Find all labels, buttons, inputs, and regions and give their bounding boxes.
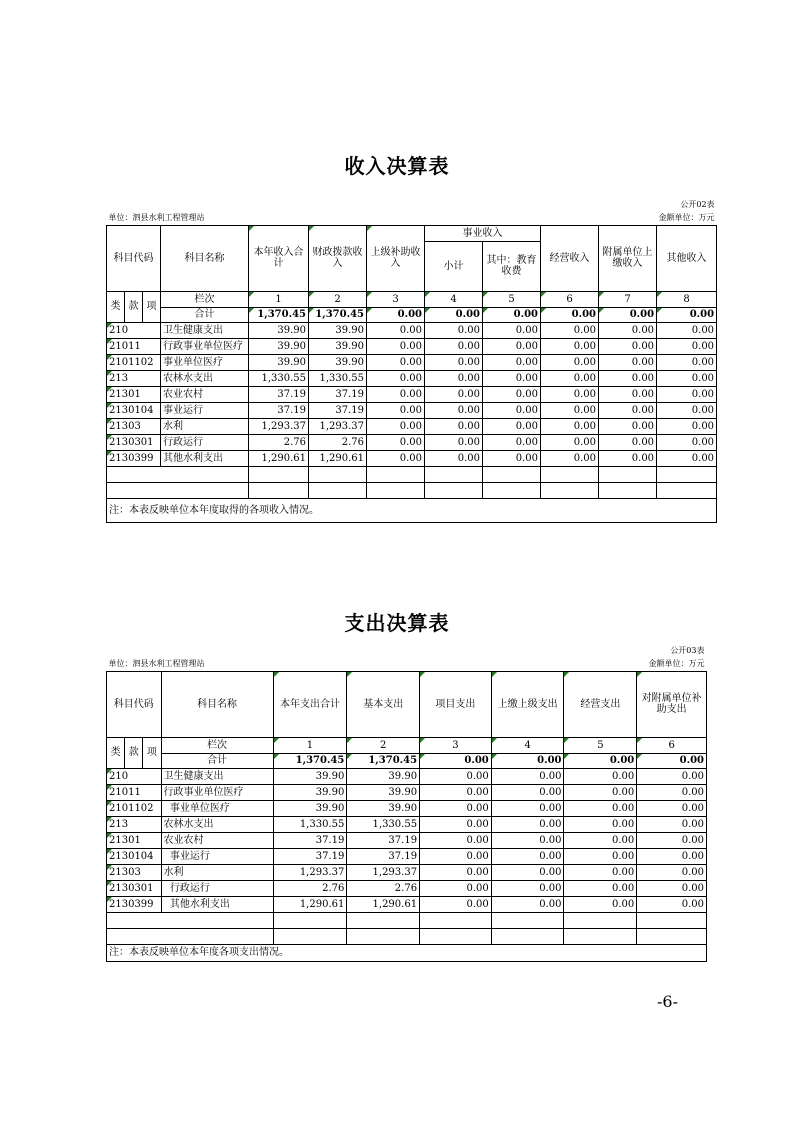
income-row-value: 0.00 <box>367 386 425 402</box>
income-colnum: 4 <box>425 291 483 307</box>
income-total-cell: 1,370.45 <box>249 307 309 322</box>
income-table-row <box>107 338 717 354</box>
income-header-career: 事业收入 <box>425 225 541 241</box>
page-number: -6- <box>657 992 678 1011</box>
income-row-value: 0.00 <box>483 322 541 338</box>
income-row-name: 行政事业单位医疗 <box>161 338 249 354</box>
income-total-cell: 0.00 <box>657 307 717 322</box>
income-table-row <box>107 402 717 418</box>
expense-row-value: 0.00 <box>491 800 564 816</box>
income-header-subtotal: 小计 <box>425 241 483 291</box>
expense-row-value: 0.00 <box>564 768 637 784</box>
expense-header-code: 科目代码 <box>107 671 162 737</box>
income-row-value: 0.00 <box>599 338 657 354</box>
expense-row-value: 0.00 <box>564 880 637 896</box>
expense-currency: 金额单位：万元 <box>564 658 707 671</box>
income-header-operating: 经营收入 <box>541 225 599 291</box>
income-row-value: 0.00 <box>599 322 657 338</box>
income-row-value: 39.90 <box>309 322 367 338</box>
income-colnum: 2 <box>309 291 367 307</box>
income-total-cell: 0.00 <box>599 307 657 322</box>
income-row-code: 21303 <box>107 418 161 434</box>
income-row-value: 37.19 <box>249 402 309 418</box>
income-table-container <box>106 199 717 523</box>
income-row-value: 0.00 <box>541 386 599 402</box>
expense-row-value: 0.00 <box>491 880 564 896</box>
expense-header-remit: 上缴上级支出 <box>491 671 564 737</box>
expense-header-project: 项目支出 <box>420 671 492 737</box>
expense-row-value: 1,293.37 <box>347 864 420 880</box>
income-title: 收入决算表 <box>344 154 450 178</box>
expense-row-value: 0.00 <box>420 832 492 848</box>
expense-row-value: 39.90 <box>273 784 347 800</box>
expense-total-cell: 0.00 <box>637 753 707 768</box>
income-row-code: 2130104 <box>107 402 161 418</box>
income-header-heji: 合计 <box>161 307 249 322</box>
expense-row-code: 2130399 <box>107 896 162 912</box>
income-row-value: 39.90 <box>309 354 367 370</box>
expense-colnum: 2 <box>347 737 420 753</box>
income-total-cell: 1,370.45 <box>309 307 367 322</box>
income-row-value: 0.00 <box>483 434 541 450</box>
expense-row-code: 213 <box>107 816 162 832</box>
income-row-value: 0.00 <box>367 434 425 450</box>
income-row-value: 39.90 <box>249 322 309 338</box>
income-row-value: 0.00 <box>483 338 541 354</box>
income-row-value: 0.00 <box>483 402 541 418</box>
expense-header-kuan: 款 <box>125 737 143 768</box>
income-row-name: 农业农村 <box>161 386 249 402</box>
expense-header-lanci: 栏次 <box>161 737 273 753</box>
income-row-value: 1,293.37 <box>249 418 309 434</box>
expense-row-value: 37.19 <box>347 848 420 864</box>
expense-total-cell: 0.00 <box>420 753 492 768</box>
income-row-value: 0.00 <box>425 322 483 338</box>
income-row-value: 39.90 <box>249 338 309 354</box>
income-row-value: 0.00 <box>425 338 483 354</box>
income-row-value: 0.00 <box>541 322 599 338</box>
expense-header-heji: 合计 <box>161 753 273 768</box>
expense-table-row <box>107 816 707 832</box>
expense-row-value: 37.19 <box>273 848 347 864</box>
income-header-affiliated: 附属单位上缴收入 <box>599 225 657 291</box>
income-row-value: 0.00 <box>541 434 599 450</box>
income-row-value: 1,293.37 <box>309 418 367 434</box>
expense-row-name: 事业运行 <box>161 848 273 864</box>
expense-row-value: 0.00 <box>637 784 707 800</box>
income-row-value: 1,330.55 <box>309 370 367 386</box>
income-row-value: 0.00 <box>367 354 425 370</box>
expense-header-lei: 类 <box>107 737 125 768</box>
expense-header-affiliated: 对附属单位补助支出 <box>637 671 707 737</box>
income-row-name: 行政运行 <box>161 434 249 450</box>
expense-row-value: 0.00 <box>564 896 637 912</box>
income-row-value: 0.00 <box>599 370 657 386</box>
expense-colnum: 4 <box>491 737 564 753</box>
income-row-value: 0.00 <box>425 354 483 370</box>
expense-row-value: 0.00 <box>420 816 492 832</box>
expense-row-code: 21011 <box>107 784 162 800</box>
income-row-value: 2.76 <box>249 434 309 450</box>
income-row-value: 37.19 <box>309 386 367 402</box>
income-total-cell: 0.00 <box>483 307 541 322</box>
income-row-value: 0.00 <box>657 450 717 466</box>
income-colnum: 1 <box>249 291 309 307</box>
expense-row-code: 21301 <box>107 832 162 848</box>
expense-table-row <box>107 880 707 896</box>
expense-colnum: 6 <box>637 737 707 753</box>
income-row-value: 0.00 <box>425 418 483 434</box>
expense-row-code: 210 <box>107 768 162 784</box>
expense-row-value: 0.00 <box>637 816 707 832</box>
income-header-lanci: 栏次 <box>161 291 249 307</box>
expense-row-value: 0.00 <box>420 896 492 912</box>
income-row-value: 0.00 <box>541 450 599 466</box>
expense-table-row <box>107 832 707 848</box>
expense-row-value: 0.00 <box>491 848 564 864</box>
income-row-value: 0.00 <box>599 402 657 418</box>
expense-table-row <box>107 848 707 864</box>
income-row-value: 2.76 <box>309 434 367 450</box>
income-row-value: 0.00 <box>483 450 541 466</box>
expense-row-value: 0.00 <box>564 864 637 880</box>
expense-row-value: 0.00 <box>491 864 564 880</box>
income-row-name: 事业运行 <box>161 402 249 418</box>
expense-total-cell: 1,370.45 <box>347 753 420 768</box>
income-header-subsidy: 上级补助收入 <box>367 225 425 291</box>
income-row-value: 0.00 <box>657 418 717 434</box>
expense-row-value: 0.00 <box>564 784 637 800</box>
income-header-other: 其他收入 <box>657 225 717 291</box>
expense-row-value: 0.00 <box>420 800 492 816</box>
expense-row-name: 水利 <box>161 864 273 880</box>
income-row-value: 0.00 <box>483 386 541 402</box>
income-row-value: 0.00 <box>599 450 657 466</box>
expense-header-basic: 基本支出 <box>347 671 420 737</box>
income-row-value: 39.90 <box>249 354 309 370</box>
expense-row-value: 1,330.55 <box>273 816 347 832</box>
income-total-cell: 0.00 <box>425 307 483 322</box>
income-table-row <box>107 386 717 402</box>
income-row-value: 0.00 <box>483 354 541 370</box>
expense-row-value: 0.00 <box>491 832 564 848</box>
expense-row-value: 39.90 <box>273 800 347 816</box>
expense-row-name: 农业农村 <box>161 832 273 848</box>
income-row-code: 2130301 <box>107 434 161 450</box>
income-row-value: 0.00 <box>657 354 717 370</box>
expense-row-code: 2101102 <box>107 800 162 816</box>
expense-row-value: 0.00 <box>637 864 707 880</box>
income-header-name: 科目名称 <box>161 225 249 291</box>
income-row-value: 39.90 <box>309 338 367 354</box>
expense-row-value: 0.00 <box>420 864 492 880</box>
expense-row-value: 0.00 <box>564 848 637 864</box>
expense-row-value: 0.00 <box>564 816 637 832</box>
expense-colnum: 5 <box>564 737 637 753</box>
income-row-value: 0.00 <box>541 370 599 386</box>
expense-header-operating: 经营支出 <box>564 671 637 737</box>
income-row-value: 0.00 <box>541 402 599 418</box>
income-unit: 单位：泗县水利工程管理站 <box>107 212 249 225</box>
income-row-value: 0.00 <box>425 402 483 418</box>
income-row-value: 0.00 <box>541 354 599 370</box>
expense-row-value: 39.90 <box>273 768 347 784</box>
income-row-code: 210 <box>107 322 161 338</box>
expense-row-name: 行政事业单位医疗 <box>161 784 273 800</box>
income-note: 注：本表反映单位本年度取得的各项收入情况。 <box>107 498 717 522</box>
income-table-row <box>107 322 717 338</box>
expense-row-value: 39.90 <box>347 800 420 816</box>
income-row-value: 0.00 <box>367 322 425 338</box>
expense-table-row <box>107 864 707 880</box>
expense-row-value: 0.00 <box>564 800 637 816</box>
income-colnum: 3 <box>367 291 425 307</box>
income-row-code: 213 <box>107 370 161 386</box>
expense-table-row <box>107 800 707 816</box>
income-row-name: 农林水支出 <box>161 370 249 386</box>
income-row-name: 事业单位医疗 <box>161 354 249 370</box>
income-row-value: 0.00 <box>367 402 425 418</box>
expense-row-value: 37.19 <box>347 832 420 848</box>
income-row-value: 0.00 <box>599 434 657 450</box>
expense-form-no: 公开03表 <box>670 646 705 656</box>
income-row-value: 37.19 <box>249 386 309 402</box>
expense-row-name: 行政运行 <box>161 880 273 896</box>
income-header-education: 其中：教育收费 <box>483 241 541 291</box>
income-row-value: 0.00 <box>425 370 483 386</box>
income-row-value: 0.00 <box>483 370 541 386</box>
expense-row-value: 0.00 <box>491 768 564 784</box>
expense-header-total: 本年支出合计 <box>273 671 347 737</box>
income-header-kuan: 款 <box>125 291 143 322</box>
income-row-value: 0.00 <box>367 450 425 466</box>
income-row-value: 1,290.61 <box>249 450 309 466</box>
income-row-value: 0.00 <box>599 386 657 402</box>
income-row-value: 0.00 <box>541 338 599 354</box>
income-row-value: 0.00 <box>657 434 717 450</box>
income-total-cell: 0.00 <box>541 307 599 322</box>
income-total-cell: 0.00 <box>367 307 425 322</box>
expense-table <box>106 645 707 962</box>
income-header-code: 科目代码 <box>107 225 161 291</box>
expense-row-value: 0.00 <box>564 832 637 848</box>
income-row-name: 其他水利支出 <box>161 450 249 466</box>
income-table-row <box>107 370 717 386</box>
expense-row-value: 39.90 <box>347 784 420 800</box>
income-row-code: 2101102 <box>107 354 161 370</box>
expense-row-value: 0.00 <box>637 800 707 816</box>
expense-row-value: 0.00 <box>420 848 492 864</box>
expense-row-code: 2130104 <box>107 848 162 864</box>
expense-colnum: 1 <box>273 737 347 753</box>
expense-row-value: 0.00 <box>637 896 707 912</box>
income-row-value: 1,330.55 <box>249 370 309 386</box>
income-table-row <box>107 418 717 434</box>
expense-table-row <box>107 896 707 912</box>
expense-table-row <box>107 768 707 784</box>
income-row-value: 0.00 <box>367 370 425 386</box>
income-header-lei: 类 <box>107 291 125 322</box>
income-row-value: 0.00 <box>425 386 483 402</box>
expense-row-value: 1,330.55 <box>347 816 420 832</box>
expense-row-value: 0.00 <box>491 816 564 832</box>
expense-row-value: 0.00 <box>420 768 492 784</box>
expense-row-name: 其他水利支出 <box>161 896 273 912</box>
income-row-value: 0.00 <box>541 418 599 434</box>
expense-row-code: 21303 <box>107 864 162 880</box>
income-row-value: 0.00 <box>367 338 425 354</box>
income-row-value: 0.00 <box>425 434 483 450</box>
expense-row-value: 0.00 <box>637 768 707 784</box>
expense-row-name: 卫生健康支出 <box>161 768 273 784</box>
income-row-value: 0.00 <box>657 338 717 354</box>
income-row-value: 0.00 <box>425 450 483 466</box>
income-colnum: 6 <box>541 291 599 307</box>
expense-table-container <box>106 645 707 962</box>
expense-row-value: 39.90 <box>347 768 420 784</box>
expense-row-value: 2.76 <box>273 880 347 896</box>
expense-row-code: 2130301 <box>107 880 162 896</box>
expense-row-value: 0.00 <box>420 784 492 800</box>
income-header-fiscal: 财政拨款收入 <box>309 225 367 291</box>
income-row-code: 21011 <box>107 338 161 354</box>
income-colnum: 8 <box>657 291 717 307</box>
expense-header-name: 科目名称 <box>161 671 273 737</box>
income-currency: 金额单位：万元 <box>599 212 717 225</box>
income-row-value: 37.19 <box>309 402 367 418</box>
income-row-value: 0.00 <box>483 418 541 434</box>
income-row-value: 0.00 <box>657 402 717 418</box>
expense-row-value: 37.19 <box>273 832 347 848</box>
income-header-xiang: 项 <box>143 291 161 322</box>
income-row-value: 0.00 <box>657 386 717 402</box>
expense-table-row <box>107 784 707 800</box>
expense-total-cell: 1,370.45 <box>273 753 347 768</box>
income-colnum: 5 <box>483 291 541 307</box>
expense-unit: 单位：泗县水利工程管理站 <box>107 658 274 671</box>
expense-colnum: 3 <box>420 737 492 753</box>
expense-row-name: 农林水支出 <box>161 816 273 832</box>
expense-total-cell: 0.00 <box>491 753 564 768</box>
expense-row-value: 1,290.61 <box>273 896 347 912</box>
income-row-code: 2130399 <box>107 450 161 466</box>
income-row-value: 0.00 <box>657 370 717 386</box>
income-form-no: 公开02表 <box>680 200 715 210</box>
expense-row-name: 事业单位医疗 <box>161 800 273 816</box>
income-row-value: 0.00 <box>657 322 717 338</box>
income-row-value: 0.00 <box>599 418 657 434</box>
income-row-value: 0.00 <box>599 354 657 370</box>
income-row-name: 卫生健康支出 <box>161 322 249 338</box>
income-row-name: 水利 <box>161 418 249 434</box>
expense-note: 注：本表反映单位本年度各项支出情况。 <box>107 944 707 961</box>
expense-row-value: 0.00 <box>637 880 707 896</box>
expense-row-value: 0.00 <box>637 832 707 848</box>
income-row-code: 21301 <box>107 386 161 402</box>
income-table-row <box>107 450 717 466</box>
income-table-row <box>107 434 717 450</box>
expense-header-xiang: 项 <box>143 737 161 768</box>
expense-row-value: 0.00 <box>637 848 707 864</box>
expense-row-value: 0.00 <box>491 896 564 912</box>
income-row-value: 0.00 <box>367 418 425 434</box>
expense-total-cell: 0.00 <box>564 753 637 768</box>
income-colnum: 7 <box>599 291 657 307</box>
expense-row-value: 0.00 <box>491 784 564 800</box>
expense-row-value: 1,293.37 <box>273 864 347 880</box>
income-table-row <box>107 354 717 370</box>
expense-row-value: 1,290.61 <box>347 896 420 912</box>
income-table <box>106 199 717 523</box>
expense-row-value: 0.00 <box>420 880 492 896</box>
income-row-value: 1,290.61 <box>309 450 367 466</box>
expense-row-value: 2.76 <box>347 880 420 896</box>
income-header-total: 本年收入合计 <box>249 225 309 291</box>
expense-title: 支出决算表 <box>344 611 450 635</box>
